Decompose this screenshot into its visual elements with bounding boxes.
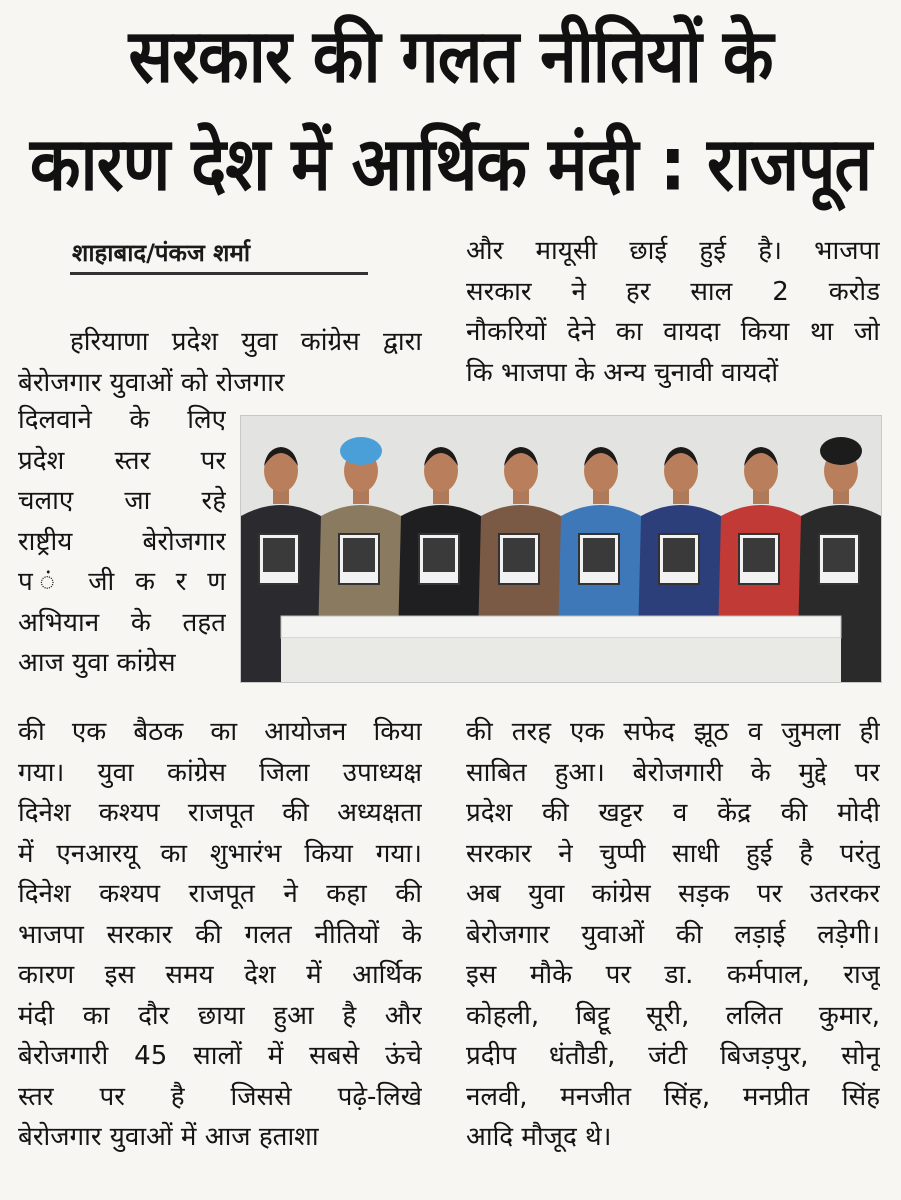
poster-image [823,538,855,572]
text-line: गया। युवा कांग्रेस जिला उपाध्यक्ष [18,757,422,788]
text-line: आज युवा कांग्रेस [18,648,176,678]
poster-image [503,538,535,572]
poster-image [343,538,375,572]
text-line: प्रदीप धंतौडी, जंटी बिजड़पुर, सोनू [466,1041,880,1071]
text-line: बेरोजगार युवाओं में आज हताशा [18,1122,319,1152]
poster-image [743,538,775,572]
poster-image [663,538,695,572]
text-line: आदि मौजूद थे। [466,1122,612,1152]
column-1-bottom-text [18,712,422,1158]
headline-line-2: कारण देश में आर्थिक मंदी : राजपूत [29,121,872,208]
text-line: प्रदेश की खट्टर व केंद्र की मोदी [466,798,880,828]
text-line: कोहली, बिट्टू सूरी, ललित कुमार, [466,1000,880,1031]
text-line: की एक बैठक का आयोजन किया [18,717,422,747]
text-line: अभियान के तहत [18,607,226,638]
text-line: और मायूसी छाई हुई है। भाजपा [466,236,880,266]
text-line: स्तर पर है जिससे पढ़े-लिखे [18,1081,422,1112]
text-line: अब युवा कांग्रेस सड़क पर उतरकर [466,879,880,909]
text-line: प्रदेश स्तर पर [18,445,226,476]
text-line: सरकार ने हर साल 2 करोड [466,276,880,307]
person-turban [340,437,382,465]
group-photo-illustration [241,416,881,682]
text-line: दिलवाने के लिए [18,405,226,435]
column-1-top-text [18,322,422,403]
text-line: नौकरियों देने का वायदा किया था जो [466,317,880,347]
byline-underline [70,272,368,275]
poster-image [423,538,455,572]
text-line: मंदी का दौर छाया हुआ है और [18,1000,422,1031]
text-line: बेरोजगारी 45 सालों में सबसे ऊंचे [18,1041,422,1071]
table-front [281,638,841,682]
text-line: बेरोजगार युवाओं की लड़ाई लड़ेगी। [466,919,880,950]
table-top [281,616,841,638]
text-line: में एनआरयू का शुभारंभ किया गया। [18,838,422,869]
person-turban [820,437,862,465]
text-line: चलाए जा रहे [18,486,226,516]
text-line: कि भाजपा के अन्य चुनावी वायदों [466,357,779,388]
text-line: प ं जी क र ण [18,567,226,597]
text-line: इस मौके पर डा. कर्मपाल, राजू [466,960,880,990]
column-2-top-text [466,231,880,393]
text-line: दिनेश कश्यप राजपूत की अध्यक्षता [18,798,422,828]
poster-image [583,538,615,572]
text-line: की तरह एक सफेद झूठ व जुमला ही [466,717,880,747]
text-line: सरकार ने चुप्पी साधी हुई है परंतु [466,838,880,869]
text-line: दिनेश कश्यप राजपूत ने कहा की [18,879,422,909]
text-line: भाजपा सरकार की गलत नीतियों के [18,919,422,950]
poster-image [263,538,295,572]
text-line: कारण इस समय देश में आर्थिक [18,960,422,990]
text-line: साबित हुआ। बेरोजगारी के मुद्दे पर [466,757,880,788]
text-line: बेरोजगार युवाओं को रोजगार [18,367,285,398]
headline-line-1: सरकार की गलत नीतियों के [128,13,773,100]
column-2-bottom-text [466,712,880,1158]
text-line: राष्ट्रीय बेरोजगार [18,526,226,557]
text-line: हरियाणा प्रदेश युवा कांग्रेस द्वारा [70,327,422,357]
byline: शाहाबाद/पंकज शर्मा [72,239,251,267]
text-line: नलवी, मनजीत सिंह, मनप्रीत सिंह [466,1081,880,1112]
column-1-narrow-text [18,400,226,684]
news-photo [240,415,882,683]
